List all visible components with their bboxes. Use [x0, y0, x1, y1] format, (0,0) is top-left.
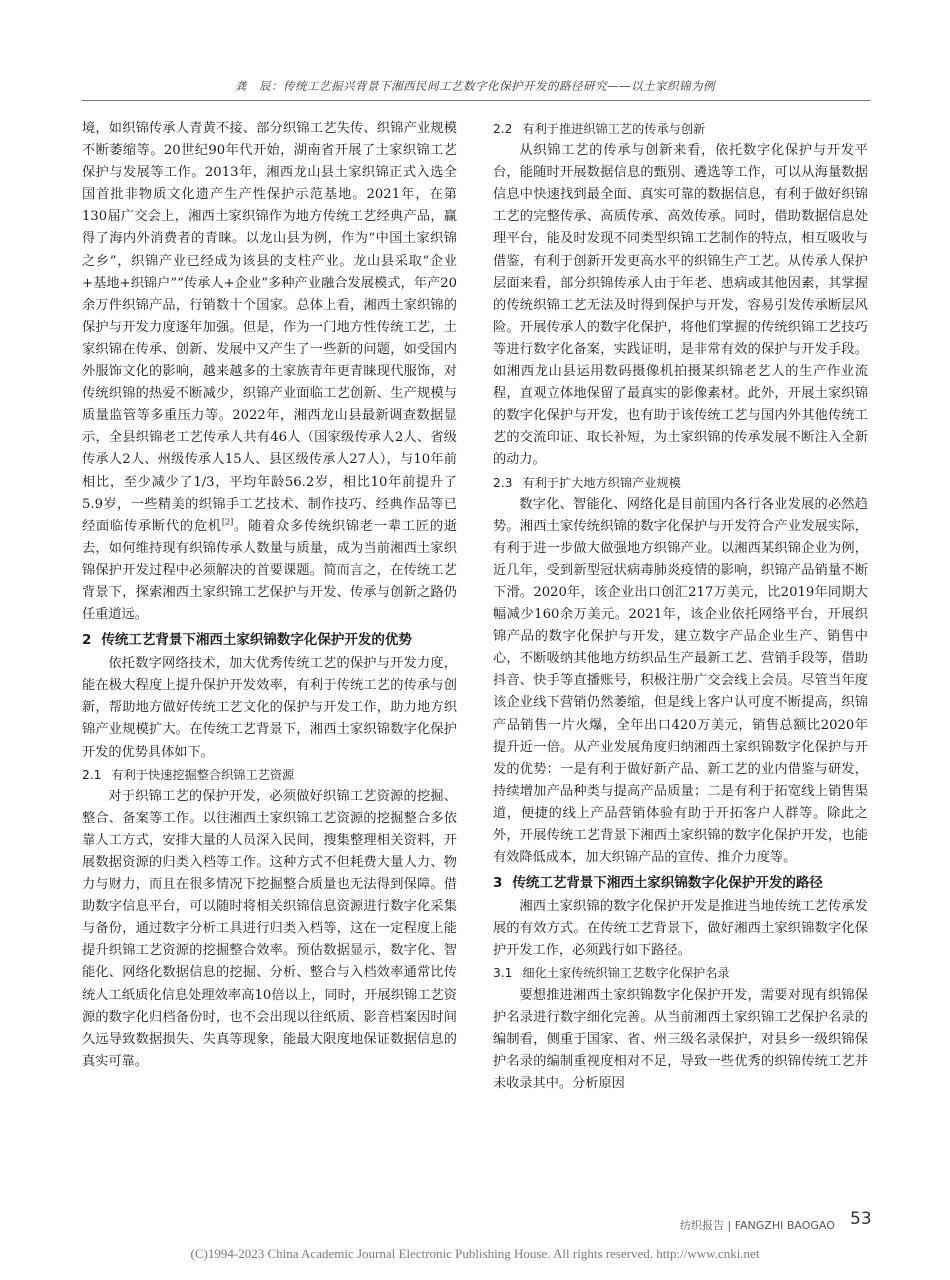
subsection-heading-2-1: [82, 764, 457, 786]
right-column: [493, 118, 868, 1095]
subsection-number: 2.1: [82, 767, 102, 782]
subsection-heading-2-3: [493, 472, 868, 494]
section-number: 3: [493, 875, 503, 892]
page-number: 53: [850, 1209, 872, 1229]
paragraph-section-3: 湘西土家织锦的数字化保护开发是推进当地传统工艺传承发展的有效方式。在传统工艺背景下，做好湘西土家织锦数字化保护开发工作，必须践行如下路径。: [493, 899, 868, 959]
section-heading-3: [493, 872, 868, 894]
subsection-title: 有利于扩大地方织锦产业规模: [522, 475, 681, 490]
subsection-title: 细化土家传统织锦工艺数字化保护名录: [522, 966, 730, 981]
copyright-notice: (C)1994-2023 China Academic Journal Electronic Publishing House. All rights reserved. http://www.cnki.net: [190, 1246, 760, 1261]
subsection-heading-3-1: [493, 962, 868, 984]
section-number: 2: [82, 632, 92, 649]
subsection-number: 2.3: [493, 475, 513, 490]
section-title: 传统工艺背景下湘西土家织锦数字化保护开发的路径: [512, 875, 823, 892]
paragraph-text: 境，如织锦传承人青黄不接、部分织锦工艺失传、织锦产业规模不断萎缩等。20世纪90年代开始，湖南省开展了土家织锦工艺保护与发展等工作。2013年，湘西龙山县土家织锦正式入选全国首批非物质文化遗产生产性保护示范基地。2021年，在第130届广交会上，湘西土家织锦作为地方传统工艺经典产品，赢得了海内外消费者的青睐。以龙山县为例，作为“中国土家织锦之乡”，织锦产业已经成为该县的支柱产业。龙山县采取“企业+基地+织锦户”“传承人+企业”多种产业融合发展模式，年产20余万件织锦产品，行销数十个国家。总体上看，湘西土家织锦的保护与开发力度逐年加强。但是，作为一门地方性传统工艺，土家织锦在传承、创新、发展中又产生了一些新的问题，如受国内外服饰文化的影响，越来越多的土家族青年更青睐现代服饰，对传统织锦的热爱不断减少，织锦产业面临工艺创新、生产规模与质量监管等多重压力等。2022年，湘西龙山县最新调查数据显示，全县织锦老工艺传承人共有46人（国家级传承人2人、省级传承人2人、州级传承人15人、县区级传承人27人），与10年前相比，至少减少了1/3，平均年龄56.2岁，相比10年前提升了5.9岁，一些精美的织锦手工艺技术、制作技巧、经典作品等已经面临传承断代的危机: [82, 121, 457, 534]
subsection-number: 2.2: [493, 122, 513, 136]
journal-name: 纺织报告 | FANGZHI BAOGAO: [680, 1219, 835, 1232]
subsection-title: 有利于快速挖掘整合织锦工艺资源: [111, 767, 295, 782]
header-rule: [82, 100, 870, 101]
paragraph-section-2-2: 从织锦工艺的传承与创新来看，依托数字化保护与开发平台，能随时开展数据信息的甄别、遴选等工作，可以从海量数据信息中快速找到最全面、真实可靠的数据信息，有利于做好织锦工艺的完整传承、高质传承、高效传承。同时，借助数据信息处理平台，能及时发现不同类型织锦工艺制作的特点，相互吸收与借鉴，有利于创新开发更高水平的织锦生产工艺。从传承人保护层面来看，部分织锦传承人由于年老、患病或其他因素，其掌握的传统织锦工艺无法及时得到保护与开发，容易引发传承断层风险。开展传承人的数字化保护，将他们掌握的传统织锦工艺技巧等进行数字化备案，实践证明，是非常有效的保护与开发手段。如湘西龙山县运用数码摄像机拍摄某织锦老艺人的生产作业流程，直观立体地保留了最真实的影像素材。此外，开展土家织锦的数字化保护与开发，也有助于该传统工艺与国内外其他传统工艺的交流印证、取长补短，为土家织锦的传承发展不断注入全新的动力。: [493, 143, 868, 468]
subsection-title: 有利于推进织锦工艺的传承与创新: [522, 122, 706, 136]
paragraph-intro-continued: [82, 118, 457, 626]
subsection-heading-2-2: [493, 118, 868, 140]
paragraph-section-2-3: 数字化、智能化、网络化是目前国内各行各业发展的必然趋势。湘西土家传统织锦的数字化保护与开发符合产业发展实际，有利于进一步做大做强地方织锦产业。以湘西某织锦企业为例，近几年，受到新型冠状病毒肺炎疫情的影响，织锦产品销量不断下滑。2020年，该企业出口创汇217万美元，比2019年同期大幅减少160余万美元。2021年，该企业依托网络平台，开展织锦产品的数字化保护与开发，建立数字产品企业生产、销售中心，不断吸纳其他地方纺织品生产最新工艺、营销手段等，借助抖音、快手等直播账号，积极注册广交会线上会员。尽管当年度该企业线下营销仍然萎缩，但是线上客户认可度不断提高，织锦产品销售一片火爆，全年出口420万美元，销售总额比2020年提升近一倍。从产业发展角度归纳湘西土家织锦数字化保护与开发的优势：一是有利于做好新产品、新工艺的业内借鉴与研发，持续增加产品种类与提高产品质量；二是有利于拓宽线上销售渠道，便捷的线上产品营销体验有助于开拓客户人群等。除此之外，开展传统工艺背景下湘西土家织锦的数字化保护开发，也能有效降低成本，加大织锦产品的宣传、推介力度等。: [493, 496, 868, 866]
citation-ref[interactable]: [2]: [221, 517, 234, 527]
running-head: 龚 辰：传统工艺振兴背景下湘西民间工艺数字化保护开发的路径研究——以土家织锦为例: [235, 79, 715, 93]
left-column: [82, 118, 457, 1073]
paragraph-text-tail: 。随着众多传统织锦老一辈工匠的逝去，如何维持现有织锦传承人数量与质量，成为当前湘西土家织锦保护开发过程中必须解决的首要课题。简而言之，在传统工艺背景下，探索湘西土家织锦工艺保护与开发、传承与创新之路仍任重道远。: [82, 518, 458, 623]
paragraph-section-2: 依托数字网络技术，加大优秀传统工艺的保护与开发力度，能在极大程度上提升保护开发效率，有利于传统工艺的传承与创新，帮助地方做好传统工艺文化的保护与开发工作，助力地方织锦产业规模扩大。在传统工艺背景下，湘西土家织锦数字化保护开发的优势具体如下。: [82, 656, 457, 760]
paragraph-section-2-1: 对于织锦工艺的保护开发，必须做好织锦工艺资源的挖掘、整合、备案等工作。以往湘西土家织锦工艺资源的挖掘整合多依靠人工方式，安排大量的人员深入民间，搜集整理相关资料，开展数据资源的归类入档等工作。这种方式不但耗费大量人力、物力与财力，而且在很多情况下挖掘整合质量也无法得到保障。借助数字信息平台，可以随时将相关织锦信息资源进行数字化采集与备份，通过数字分析工具进行归类入档等，这在一定程度上能提升织锦工艺资源的挖掘整合效率。预估数据显示，数字化、智能化、网络化数据信息的挖掘、分析、整合与入档效率通常比传统人工纸质化信息处理效率高10倍以上，同时，开展织锦工艺资源的数字化归档备份时，也不会出现以往纸质、影音档案因时间久远导致数据损失、失真等现象，能最大限度地保证数据信息的真实可靠。: [82, 788, 457, 1069]
section-heading-2: [82, 629, 457, 651]
paragraph-section-3-1: 要想推进湘西土家织锦数字化保护开发，需要对现有织锦保护名录进行数字细化完善。从当前湘西土家织锦工艺保护名录的编制看，侧重于国家、省、州三级名录保护，对县乡一级织锦保护名录的编制重视度相对不足，导致一些优秀的织锦传统工艺并未收录其中。分析原因: [493, 987, 868, 1091]
subsection-number: 3.1: [493, 966, 513, 981]
section-title: 传统工艺背景下湘西土家织锦数字化保护开发的优势: [101, 632, 412, 649]
